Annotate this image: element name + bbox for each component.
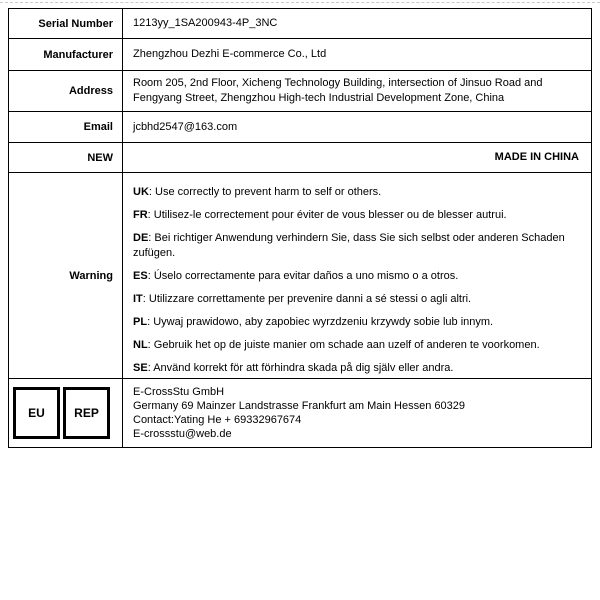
warning-lang-code: DE bbox=[133, 232, 149, 244]
warning-separator: : bbox=[148, 186, 156, 198]
warning-text: Bei richtiger Anwendung verhindern Sie, dass Sie sich selbst oder anderen Schaden zufügen. bbox=[133, 232, 565, 259]
manufacturer-value: Zhengzhou Dezhi E-commerce Co., Ltd bbox=[123, 39, 592, 71]
email-label: Email bbox=[9, 112, 123, 143]
warning-separator: : bbox=[142, 293, 149, 305]
warning-line-de bbox=[133, 231, 583, 261]
warning-line-se bbox=[133, 361, 583, 376]
warning-line-pl bbox=[133, 315, 583, 330]
new-label: NEW bbox=[9, 143, 123, 173]
manufacturer-label: Manufacturer bbox=[9, 39, 123, 71]
table-row-email bbox=[9, 112, 592, 143]
warning-line-es bbox=[133, 269, 583, 284]
warning-lang-code: SE bbox=[133, 362, 148, 374]
warning-label: Warning bbox=[9, 173, 123, 379]
warning-text: Use correctly to prevent harm to self or others. bbox=[155, 186, 382, 198]
warning-text: Utilisez-le correctement pour éviter de vous blesser ou de blesser autrui. bbox=[153, 209, 507, 221]
warning-text: Gebruik het op de juiste manier om schade aan uzelf of anderen te voorkomen. bbox=[153, 339, 540, 351]
rep-badge-box: REP bbox=[63, 387, 110, 439]
address-label: Address bbox=[9, 71, 123, 112]
rep-line-address: Germany 69 Mainzer Landstrasse Frankfurt am Main Hessen 60329 bbox=[133, 400, 465, 412]
eu-rep-address-cell bbox=[123, 379, 592, 448]
warning-lang-code: FR bbox=[133, 209, 148, 221]
table-row-serial-number bbox=[9, 9, 592, 39]
rep-line-company: E-CrossStu GmbH bbox=[133, 386, 225, 398]
eu-badge-box: EU bbox=[13, 387, 60, 439]
rep-line-email: E-crossstu@web.de bbox=[133, 428, 232, 440]
rep-line-contact: Contact:Yating He + 69332967674 bbox=[133, 414, 302, 426]
warning-line-fr bbox=[133, 208, 583, 223]
warning-separator: : bbox=[147, 339, 154, 351]
warning-separator: : bbox=[147, 362, 154, 374]
warning-separator: : bbox=[147, 270, 154, 282]
email-value: jcbhd2547@163.com bbox=[123, 112, 592, 143]
warning-text-cell bbox=[123, 173, 592, 379]
product-label-table bbox=[8, 8, 592, 448]
warning-separator: : bbox=[148, 232, 155, 244]
scan-edge-line bbox=[0, 2, 600, 3]
eu-rep-badge bbox=[13, 387, 120, 439]
table-row-new-made-in-china bbox=[9, 143, 592, 173]
warning-text: Uywaj prawidowo, aby zapobiec wyrzdzeniu krzywdy sobie lub innym. bbox=[153, 316, 494, 328]
eu-rep-badge-cell bbox=[9, 379, 123, 448]
serial-number-value: 1213yy_1SA200943-4P_3NC bbox=[123, 9, 592, 39]
address-value: Room 205, 2nd Floor, Xicheng Technology Building, intersection of Jinsuo Road and Fengyang Street, Zhengzhou High-tech Industrial Development Zone, China bbox=[123, 71, 592, 112]
warning-lang-code: NL bbox=[133, 339, 148, 351]
table-row-eu-rep bbox=[9, 379, 592, 448]
warning-line-it bbox=[133, 292, 583, 307]
serial-number-label: Serial Number bbox=[9, 9, 123, 39]
warning-lang-code: PL bbox=[133, 316, 148, 328]
warning-text: Använd korrekt för att förhindra skada på dig själv eller andra. bbox=[153, 362, 454, 374]
warning-line-uk bbox=[133, 185, 583, 200]
warning-line-nl bbox=[133, 338, 583, 353]
warning-separator: : bbox=[147, 209, 154, 221]
warning-lang-code: ES bbox=[133, 270, 148, 282]
warning-lang-code: IT bbox=[133, 293, 143, 305]
table-row-warning bbox=[9, 173, 592, 379]
made-in-china-value: MADE IN CHINA bbox=[123, 143, 592, 173]
warning-lang-code: UK bbox=[133, 186, 149, 198]
warning-separator: : bbox=[147, 316, 154, 328]
table-row-manufacturer bbox=[9, 39, 592, 71]
warning-text: Utilizzare correttamente per prevenire danni a sé stessi o agli altri. bbox=[148, 293, 472, 305]
table-row-address bbox=[9, 71, 592, 112]
warning-text: Úselo correctamente para evitar daños a uno mismo o a otros. bbox=[153, 270, 459, 282]
